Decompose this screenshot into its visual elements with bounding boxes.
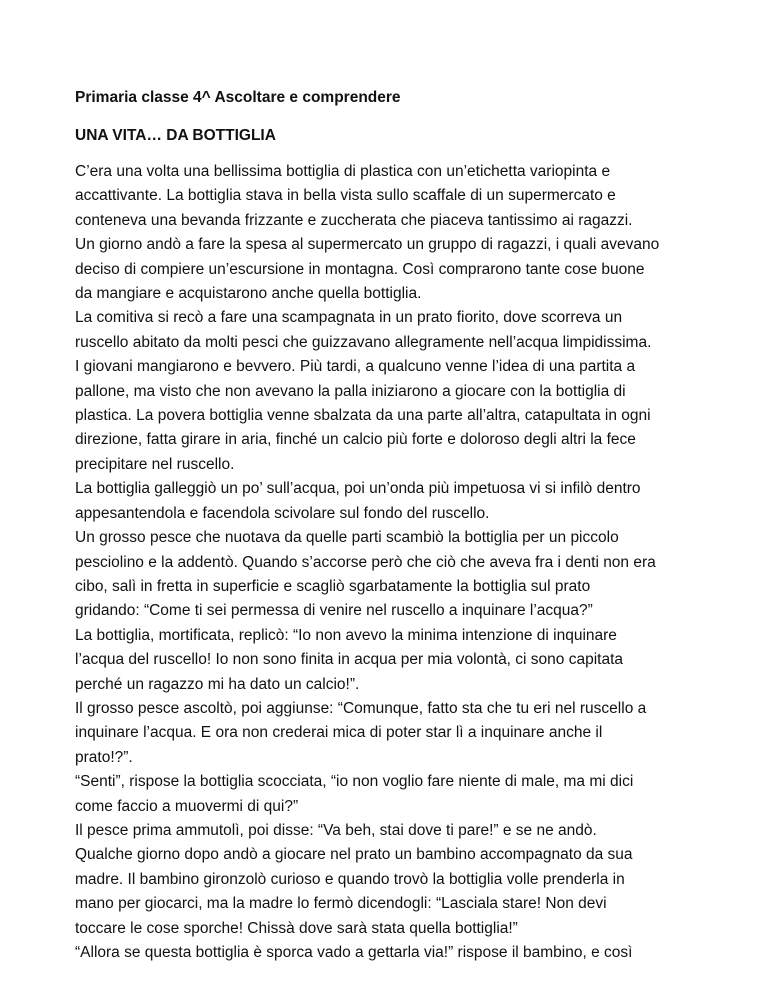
story-line: accattivante. La bottiglia stava in bella vista sullo scaffale di un supermercato e [75, 187, 616, 205]
story-line: perché un ragazzo mi ha dato un calcio!”. [75, 675, 360, 693]
story-line: deciso di compiere un’escursione in montagna. Così comprarono tante cose buone [75, 260, 645, 278]
story-line: Il grosso pesce ascoltò, poi aggiunse: “Comunque, fatto sta che tu eri nel ruscello a [75, 699, 647, 717]
document-title: UNA VITA… DA BOTTIGLIA [75, 127, 276, 144]
story-line: madre. Il bambino gironzolò curioso e quando trovò la bottiglia volle prenderla in [75, 870, 625, 888]
story-line: ruscello abitato da molti pesci che guizzavano allegramente nell’acqua limpidissima. [75, 333, 652, 351]
story-line: La bottiglia galleggiò un po’ sull’acqua, poi un’onda più impetuosa vi si infilò dentro [75, 480, 641, 498]
story-line: C’era una volta una bellissima bottiglia di plastica con un’etichetta variopinta e [75, 163, 611, 180]
story-line: “Allora se questa bottiglia è sporca vado a gettarla via!” rispose il bambino, e così [75, 944, 633, 961]
story-line: mano per giocarci, ma la madre lo fermò dicendogli: “Lasciala stare! Non devi [75, 895, 607, 913]
story-line: plastica. La povera bottiglia venne sbalzata da una parte all’altra, catapultata in ogni [75, 407, 651, 425]
story-line: da mangiare e acquistarono anche quella bottiglia. [75, 285, 422, 303]
story-line: pallone, ma visto che non avevano la palla iniziarono a giocare con la bottiglia di [75, 382, 626, 400]
story-line: precipitare nel ruscello. [75, 455, 235, 473]
story-line: Un grosso pesce che nuotava da quelle parti scambiò la bottiglia per un piccolo [75, 529, 619, 547]
story-line: La bottiglia, mortificata, replicò: “Io non avevo la minima intenzione di inquinare [75, 626, 617, 644]
story-line: prato!?”. [75, 748, 133, 766]
story-line: “Senti”, rispose la bottiglia scocciata, “io non voglio fare niente di male, ma mi dici [75, 773, 634, 791]
story-line: gridando: “Come ti sei permessa di venire nel ruscello a inquinare l’acqua?” [75, 602, 593, 620]
story-line: toccare le cose sporche! Chissà dove sarà stata quella bottiglia!” [75, 919, 518, 937]
story-line: direzione, fatta girare in aria, finché un calcio più forte e doloroso degli altri la fece [75, 431, 636, 449]
story-line: appesantendola e facendola scivolare sul fondo del ruscello. [75, 504, 490, 522]
story-line: I giovani mangiarono e bevvero. Più tardi, a qualcuno venne l’idea di una partita a [75, 358, 636, 376]
document-subject: Primaria classe 4^ Ascoltare e comprendere [75, 89, 401, 106]
story-line: conteneva una bevanda frizzante e zuccherata che piaceva tantissimo ai ragazzi. [75, 211, 633, 229]
story-line: l’acqua del ruscello! Io non sono finita in acqua per mia volontà, ci sono capitata [75, 651, 624, 669]
story-line: cibo, salì in fretta in superficie e scagliò sgarbatamente la bottiglia sul prato [75, 577, 591, 595]
story-line: come faccio a muovermi di qui?” [75, 797, 299, 815]
story-line: pesciolino e la addentò. Quando s’accorse però che ciò che aveva fra i denti non era [75, 553, 656, 571]
story-text [75, 160, 715, 965]
story-line: inquinare l’acqua. E ora non crederai mica di poter star lì a inquinare anche il [75, 724, 603, 742]
story-line: Qualche giorno dopo andò a giocare nel prato un bambino accompagnato da sua [75, 846, 633, 864]
story-line: La comitiva si recò a fare una scampagnata in un prato fiorito, dove scorreva un [75, 309, 623, 327]
story-line: Il pesce prima ammutolì, poi disse: “Va beh, stai dove ti pare!” e se ne andò. [75, 821, 597, 839]
document-page [75, 86, 715, 965]
story-line: Un giorno andò a fare la spesa al supermercato un gruppo di ragazzi, i quali avevano [75, 236, 660, 254]
